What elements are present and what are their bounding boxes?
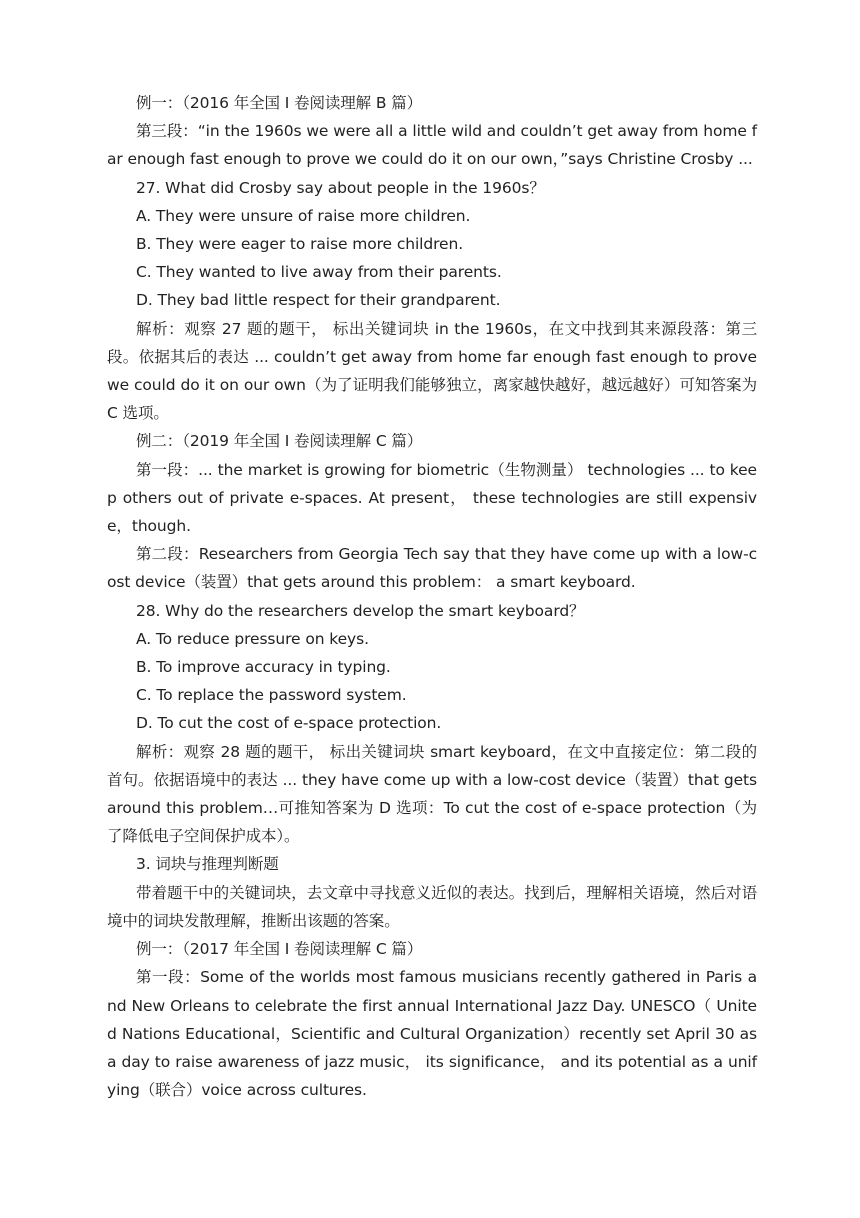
answer-option: A. To reduce pressure on keys.: [136, 629, 369, 648]
passage-excerpt: 第二段：Researchers from Georgia Tech say that they have come up with a low-cost device（装置）that gets around this problem： a smart keyboard.: [107, 545, 757, 592]
passage-excerpt: 第一段：Some of the worlds most famous musicians recently gathered in Paris and New Orleans to celebrate the first annual International Jazz Day. UNESCO（ United Nations Educational，Scientific and Cultural Organization）recently set April 30 as a day to raise awareness of jazz music， its significance， and its potential as a unifying（联合）voice across cultures.: [107, 968, 757, 1100]
passage-excerpt: 第一段：... the market is growing for biometric（生物测量） technologies ... to keep others out of private e-spaces. At present， these technologies are still expensive，though.: [107, 460, 757, 536]
section-heading: 3. 词块与推理判断题: [136, 855, 279, 874]
analysis-paragraph: 解析：观察 27 题的题干， 标出关键词块 in the 1960s，在文中找到其来源段落：第三段。依据其后的表达 ... couldn’t get away from home far enough fast enough to prove we could do it on our own（为了证明我们能够独立，离家越快越好，越远越好）可知答案为 C 选项。: [107, 319, 757, 423]
answer-option: A. They were unsure of raise more children.: [136, 206, 471, 225]
method-paragraph: 带着题干中的关键词块，去文章中寻找意义近似的表达。找到后，理解相关语境，然后对语境中的词块发散理解，推断出该题的答案。: [107, 883, 757, 930]
question-stem: 27. What did Crosby say about people in the 1960s？: [136, 178, 545, 197]
analysis-paragraph: 解析：观察 28 题的题干， 标出关键词块 smart keyboard，在文中直接定位：第二段的首句。依据语境中的表达 ... they have come up with a low-cost device（装置）that gets around this problem…可推知答案为 D 选项：To cut the cost of e-space protection（为了降低电子空间保护成本）。: [107, 742, 757, 846]
passage-excerpt: 第三段：“in the 1960s we were all a little wild and couldn’t get away from home far enough fast enough to prove we could do it on our own，”says Christine Crosby ...: [107, 122, 757, 169]
answer-option: C. They wanted to live away from their parents.: [136, 263, 502, 282]
answer-option: B. To improve accuracy in typing.: [136, 658, 391, 677]
answer-option: D. They bad little respect for their grandparent.: [136, 291, 501, 310]
question-stem: 28. Why do the researchers develop the smart keyboard？: [136, 601, 585, 620]
answer-option: B. They were eager to raise more children.: [136, 235, 464, 254]
example-heading: 例一：（2016 年全国 I 卷阅读理解 B 篇）: [136, 94, 423, 112]
answer-option: C. To replace the password system.: [136, 686, 407, 705]
answer-option: D. To cut the cost of e-space protection.: [136, 714, 442, 733]
document-body: [107, 89, 757, 1104]
example-heading: 例一：（2017 年全国 I 卷阅读理解 C 篇）: [136, 940, 423, 959]
example-heading: 例二：（2019 年全国 I 卷阅读理解 C 篇）: [136, 432, 423, 451]
